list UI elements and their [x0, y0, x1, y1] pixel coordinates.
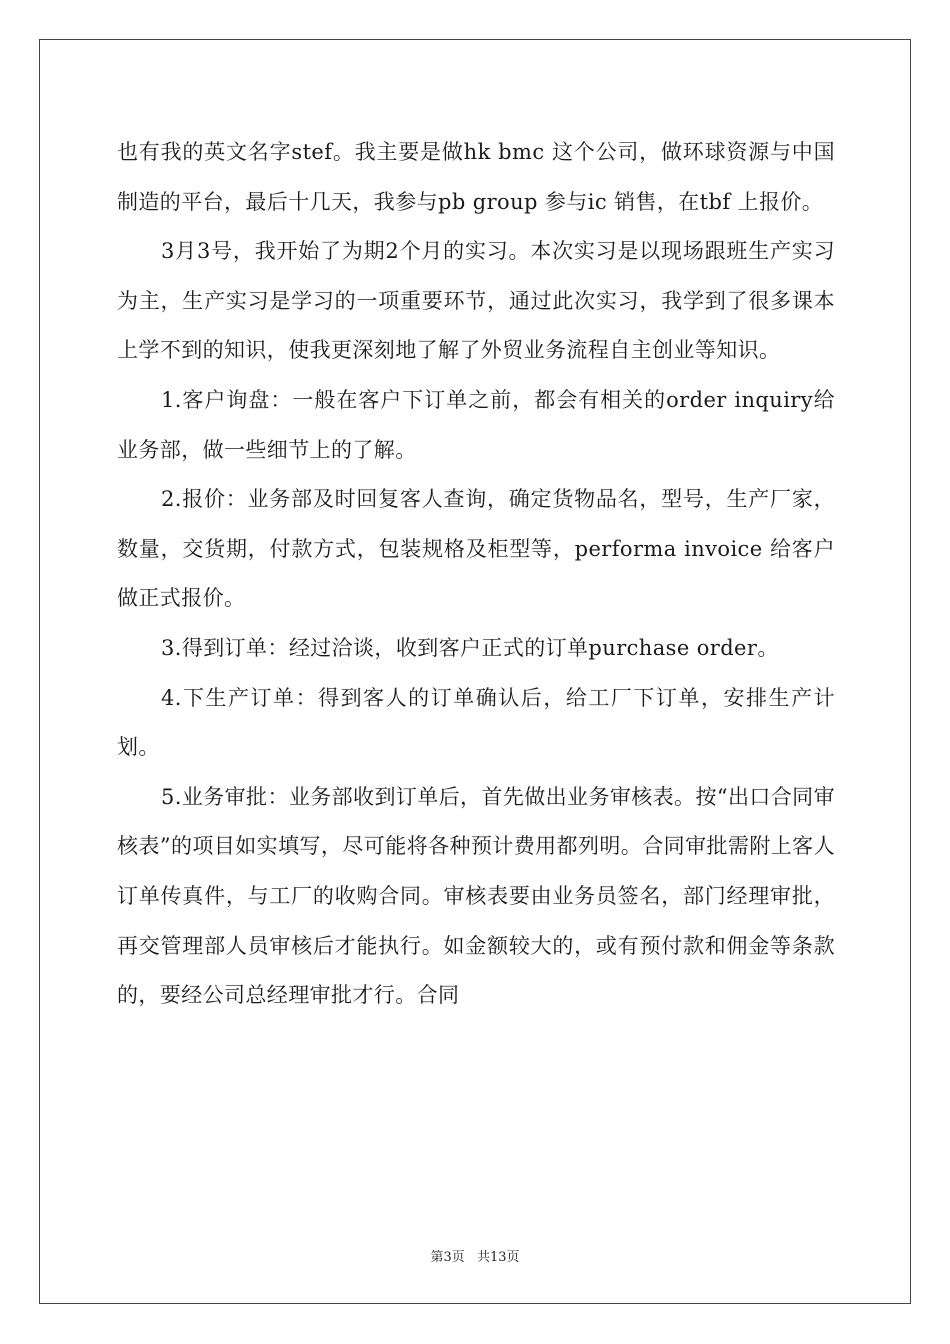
document-body [117, 128, 835, 1021]
paragraph-step-5-approval: 5.业务审批：业务部收到订单后，首先做出业务审核表。按“出口合同审核表”的项目如实填写，尽可能将各种预计费用都列明。合同审批需附上客人订单传真件，与工厂的收购合同。审核表要由业务员签名，部门经理审批，再交管理部人员审核后才能执行。如金额较大的，或有预付款和佣金等条款的，要经公司总经理审批才行。合同 [117, 784, 835, 1008]
paragraph-step-2-quotation: 2.报价：业务部及时回复客人查询，确定货物品名，型号，生产厂家，数量，交货期，付款方式，包装规格及柜型等，performa invoice 给客户做正式报价。 [117, 487, 835, 611]
paragraph-step-4-production-order: 4.下生产订单：得到客人的订单确认后，给工厂下订单，安排生产计划。 [117, 685, 835, 760]
paragraph-step-3-order: 3.得到订单：经过洽谈，收到客户正式的订单purchase order。 [161, 635, 779, 660]
paragraph-internship-intro: 3月3号，我开始了为期2个月的实习。本次实习是以现场跟班生产实习为主，生产实习是学习的一项重要环节，通过此次实习，我学到了很多课本上学不到的知识，使我更深刻地了解了外贸业务流程自主创业等知识。 [117, 239, 835, 363]
page-total: 共13页 [476, 1250, 520, 1265]
page-footer [0, 1246, 950, 1265]
page-number: 第3页 [430, 1250, 465, 1265]
paragraph-continuation: 也有我的英文名字stef。我主要是做hk bmc 这个公司，做环球资源与中国制造的平台，最后十几天，我参与pb group 参与ic 销售，在tbf 上报价。 [117, 140, 835, 214]
paragraph-step-1-inquiry: 1.客户询盘：一般在客户下订单之前，都会有相关的order inquiry给业务部，做一些细节上的了解。 [117, 387, 835, 462]
